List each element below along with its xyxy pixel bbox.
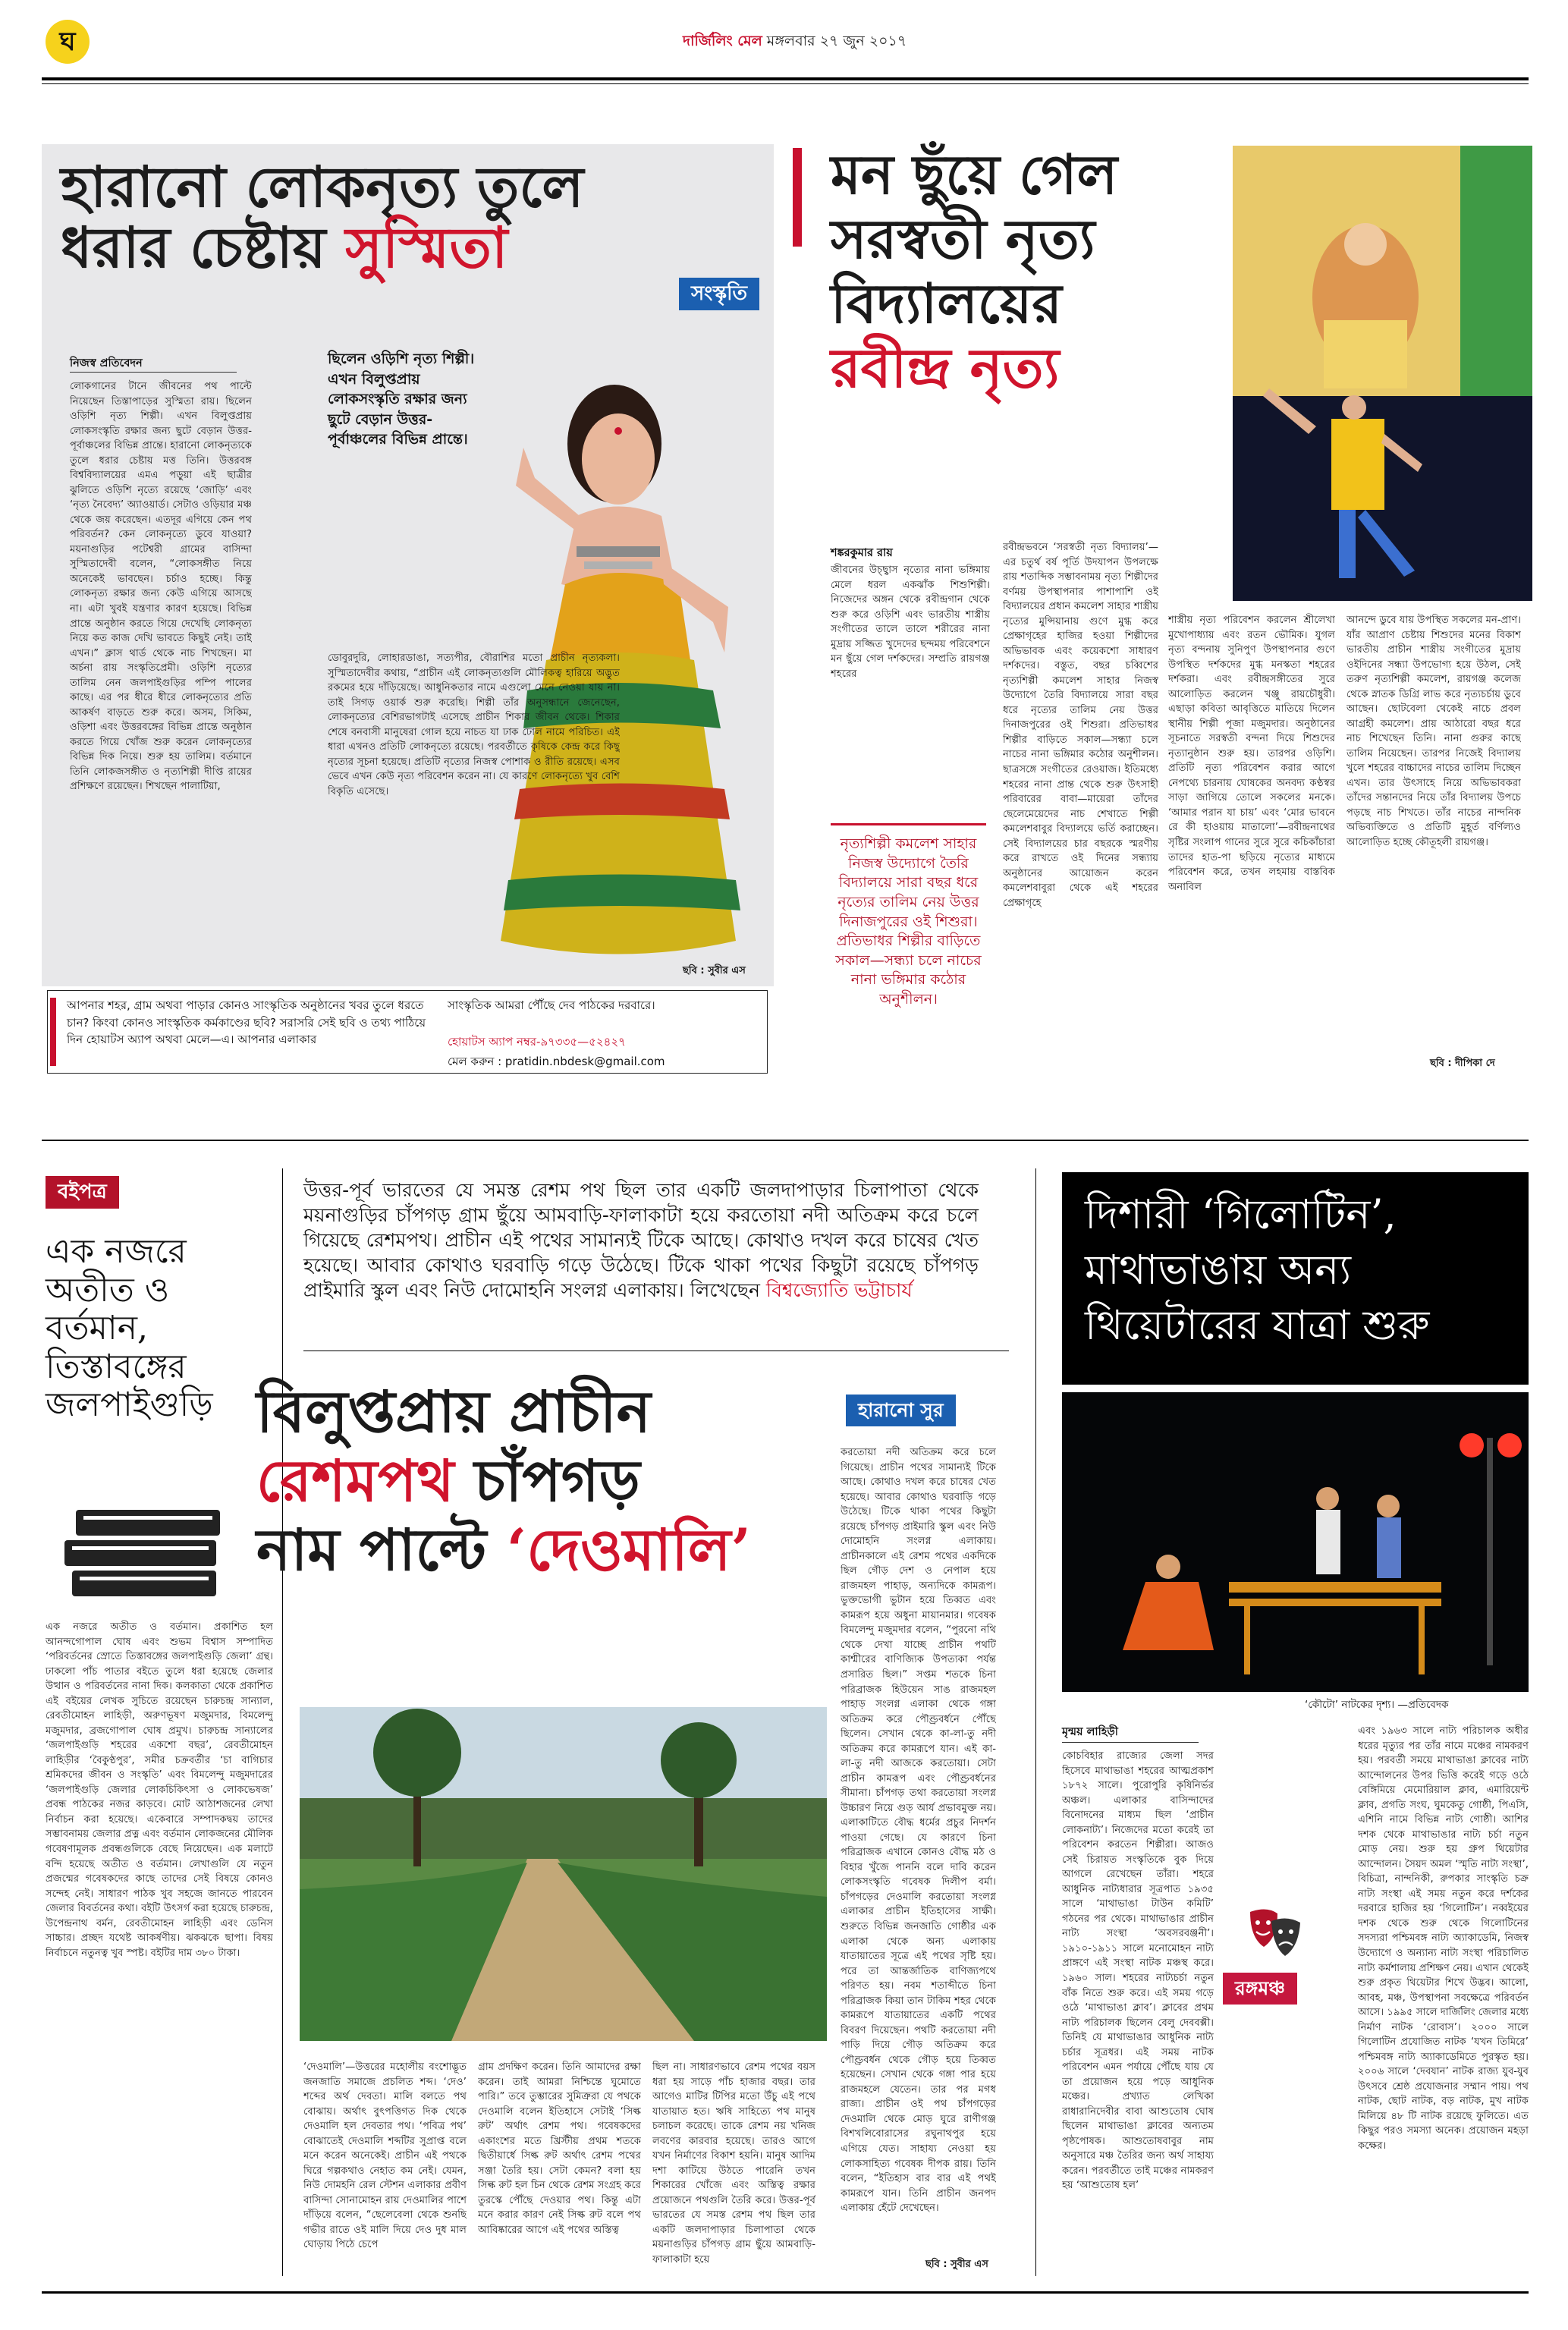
story1-byline: নিজস্ব প্রতিবেদন	[70, 357, 143, 369]
story2-headline-line3: বিদ্যালয়ের	[831, 270, 1062, 335]
story4-column-right: করতোয়া নদী অতিক্রম করে চলে গিয়েছে। প্রাচীন পথের সামান্যই টিকে আছে। কোথাও দখল করে চাষের খেত হয়েছে। আবার কোথাও ঘরবাড়ি গড়ে উঠেছে। টিকে থাকা পথের কিছুটা রয়েছে চাঁপগড় প্রাইমারি স্কুল এবং নিউ দোমোহনি সংলগ্ন এলাকায়। প্রাচীনকালে এই রেশম পথের একদিকে ছিল গৌড় দেশ ও নেপাল হয়ে রাজমহল পাহাড়, অন্যদিকে কামরূপ। ভুক্তভোগী ভুটান হয়ে তিব্বত এবং কামরূপ হয়ে অধুনা মায়ানমার। গবেষক বিমলেন্দু মজুমদার বলেন, “পুরনো নথি থেকে দেখা যাচ্ছে প্রাচীন পথটি কাশ্মীরের বাণিজ্যিক উপত্যকা পর্যন্ত প্রসারিত ছিল।” সপ্তম শতকে চিনা পরিব্রাজক হিউয়েন সাঙ রাজমহল পাহাড় সংলগ্ন এলাকা থেকে গঙ্গা অতিক্রম করে পৌণ্ড্রবর্ধনে পৌঁছে ছিলেন। সেখান থেকে কা-লা-তু নদী অতিক্রম করে কামরূপে যান। এই কা-লা-তু নদী আজকে করতোয়া। সেটা প্রাচীন কামরূপ এবং পৌণ্ড্রবর্ধনের সীমানা। চাঁপগড় তথা করতোয়া সংলগ্ন উচ্চারণ নিয়ে গুড় আর্য প্রভাবমুক্ত নয়। এলাকাটিতে বৌদ্ধ ধর্মের প্রচুর নিদর্শন পাওয়া গেছে। যে কারণে চিনা পরিব্রাজক এখানে কোনও বৌদ্ধ মঠ ও বিহার খুঁজে পাননি বলে দাবি করেন লোকসংস্কৃতি গবেষক দিলীপ বর্মা। চাঁপগড়ের দেওমালি করতোয়া সংলগ্ন এলাকার প্রাচীন ইতিহাসের সাক্ষী। শুরুতে বিভিন্ন জনজাতি গোষ্ঠীর এক এলাকা থেকে অন্য এলাকায় যাতায়াতের সূত্রে এই পথের সৃষ্টি হয়। পরে তা আন্তর্জাতিক বাণিজ্যপথে পরিণত হয়। নবম শতাব্দীতে চিনা পরিব্রাজক কিয়া তান টাকিম শহর থেকে কামরূপে যাতায়াতের একটি পথের বিবরণ দিয়েছেন। পথটি করতোয়া নদী পাড়ি দিয়ে গৌড় অতিক্রম করে পৌণ্ড্রবর্ধন থেকে গৌড় হয়ে তিব্বত হয়েছেন। সেখান থেকে গঙ্গা পার হয়ে রাজমহলে যেতেন। তার পর মগধ রাজ্য। প্রাচীন ওই পথ চাঁপগড়ের দেওমালি থেকে মোড় ঘুরে রাণীগঞ্জ বিশখলিবোরাসের রঘুনাথপুর হয়ে এগিয়ে যেত। সাহায্য নেওয়া হয় লোকসাহিত্য গবেষক দীপক রায়। তিনি বলেন, “ইতিহাস বার বার এই পথই কামরূপে যান। তিনি প্রাচীন জনপদ এলাকায় হেঁটে দেখেছেন।	[841, 1447, 996, 2215]
story4-intro: উত্তর-পূর্ব ভারতের যে সমস্ত রেশম পথ ছিল তার একটি জলদাপাড়ার চিলাপাতা থেকে ময়নাগুড়ির চাঁপগড় গ্রাম ছুঁয়ে আমবাড়ি-ফালাকাটা হয়ে করতোয়া নদী অতিক্রম করে চলে গিয়েছে রেশমপথ। প্রাচীন এই পথের সামান্যই টিকে আছে। কোথাও দখল করে চাষের খেত হয়েছে। আবার কোথাও ঘরবাড়ি গড়ে উঠেছে। টিকে থাকা পথের কিছুটা রয়েছে চাঁপগড় প্রাইমারি স্কুল এবং নিউ দোমোহনি সংলগ্ন এলাকায়। লিখেছেন বিশ্বজ্যোতি ভট্টাচার্য	[303, 1179, 979, 1301]
notice-text: আপনার শহর, গ্রাম অথবা পাড়ার কোনও সাংস্কৃতিক অনুষ্ঠানের খবর তুলে ধরতে চান? কিংবা কোনও সাংস্কৃতিক কর্মকাণ্ডের ছবি? সরাসরি সেই ছবি ও তথ্য পাঠিয়ে দিন হোয়াটস অ্যাপ অথবা মেলে—এ। আপনার এলাকার	[67, 998, 426, 1046]
story5-column-2: এবং ১৯৬৩ সালে নাট্য পরিচালক অধীর ধরের মৃত্যুর পর তাঁর নামে মঞ্চের নামকরণ হয়। পরবর্তী সময়ে মাথাভাঙা ক্লাবের নাট্য আন্দোলনের উপর ভিত্তি করেই গড়ে ওঠে বেঙ্গিমিয়ে মেমোরিয়াল ক্লাব, এমারিয়েন্ট ক্লাব, প্রগতি সংঘ, ঘুমকেতু গোষ্ঠী, পিএসি, এশিনি নামে বিভিন্ন নাট্য গোষ্ঠী। আশির দশক থেকে মাথাভাঙার নাট্য চর্চা নতুন মোড় নেয়। শুরু হয় গ্রুপ থিয়েটার আন্দোলন। সৈয়দ অমল ‘স্মৃতি নাট্য সংস্থা’, বিচিত্রা, নান্দনিকী, রুপকার সাংস্কৃতি চক্র নাট্য সংস্থা এই সময় নতুন করে দর্শকের দরবারে হাজির হয় ‘গিলোটিন’। নব্বইয়ের দশক থেকে শুরু থেকে গিলোটিনের সদস্যরা পশ্চিমবঙ্গ নাট্য অ্যাকাডেমি, নিজস্ব উদ্যোগে ও অন্যান্য নাট্য সংস্থা পরিচালিত নাট্য কর্মশালায় প্রশিক্ষণ নেয়। এখান থেকেই শুরু প্রকৃত থিয়েটার শিখে উদ্ভব। আলো, আবহ, মঞ্চ, উপস্থাপনা সবক্ষেত্রে পরিবর্তন আসে। ১৯৯৫ সালে দার্জিলিং জেলার মধ্যে নির্মাণ নাটক ‘রোবাস’। ২০০০ সালে গিলোটিন প্রযোজিত নাটক ‘যখন তিমিরে’ পশ্চিমবঙ্গ নাট্য অ্যাকাডেমিতে পুরস্কৃত হয়। ২০০৬ সালে ‘দেবযান’ নাটক রাজ্য যুব-যুব উৎসবে শ্রেষ্ঠ প্রযোজনার সম্মান পায়। পথ নাটক, ছোট নাটক, বড় নাটক, মুখ নাটক মিলিয়ে ৪৮ টি নাটক রয়েছে ফুলিতে। এত কিছুর পরও সমস্যা অনেক। প্রয়োজন মহড়া কক্ষের।	[1358, 1725, 1529, 2152]
story3-headline: এক নজরে অতীত ও বর্তমান, তিস্তাবঙ্গের জলপাইগুড়ি	[46, 1232, 213, 1425]
story2-tag: সংস্কৃতি	[679, 278, 759, 310]
story5-headline-line1: দিশারী ‘গিলোটিন’,	[1085, 1190, 1397, 1238]
story1-byline-rule	[70, 372, 237, 373]
story5-photo-caption: ‘কৌটো’ নাটকের দৃশ্য। —প্রতিবেদক	[1305, 1699, 1449, 1711]
story2-pullquote: নৃত্যশিল্পী কমলেশ সাহার নিজস্ব উদ্যোগে তৈরি বিদ্যালয়ে সারা বছর ধরে নৃত্যের তালিম নেয় উত্তর দিনাজপুরের ওই শিশুরা। প্রতিভাধর শিল্পীর বাড়িতে সকাল—সন্ধ্যা চলে নাচের নানা ভঙ্গিমার কঠোর অনুশীলন।	[835, 835, 982, 1008]
footer-rule	[42, 2291, 1529, 2294]
story1-headline-line2: ধরার চেষ্টায় সুস্মিতা	[61, 215, 508, 281]
theatre-illustration	[1062, 1392, 1529, 1692]
story5-byline: মৃন্ময় লাহিড়ী	[1062, 1726, 1118, 1738]
header-rule	[42, 77, 1529, 80]
story2-headline-line2: সরস্বতী নৃত্য	[831, 206, 1095, 271]
story2-photo-credit: ছবি : দীপিকা দে	[1430, 1058, 1495, 1069]
story4-author: বিশ্বজ্যোতি ভট্টাচার্য	[765, 1279, 913, 1301]
story4-tag: হারানো সুর	[846, 1395, 956, 1426]
story4-headline-line2: রেশমপথ চাঁপগড়	[256, 1447, 640, 1515]
notice-email: মেল করুন : pratidin.nbdesk@gmail.com	[448, 1055, 665, 1068]
story4-column-b3: ছিল না। সাধারণভাবে রেশম পথের বয়স ধরা হয় সাড়ে পাঁচ হাজার বছর। তার আগেও মাটির টিপির মতো উঁচু এই পথে যাতায়াত হত। ঋষি সাহিত্যে পথ মানুষ চলাচল করেছে। তাকে রেশম নয় খনিজ লবণের কারবার হয়েছে। তারও আগে যখন নির্মাণের বিকাশ হয়নি। মানুষ আদিম দশা কাটিয়ে উঠতে পারেনি তখন শিকারের খোঁজে এবং অস্তিত্ব রক্ষার প্রয়োজনে পথগুলি তৈরি করে। উত্তর-পূর্ব ভারতের যে সমস্ত রেশম পথ ছিল তার একটি জলদাপাড়ার চিলাপাতা থেকে ময়নাগুড়ির চাঁপগড় গ্রাম ছুঁয়ে আমবাড়ি-ফালাকাটা হয়ে	[652, 2061, 815, 2266]
stage-illustration	[1233, 146, 1532, 601]
story1-column-2: ডোবুরদুরি, লোহারডাঙা, সত্যপীর, বৌরাশির মতো প্রাচীন নৃত্যকলা। সুস্মিতাদেবীর কথায়, “প্রাচীন এই লোকনৃত্যগুলি মৌলিকত্ব হারিয়ে অদ্ভুত রকমের হয়ে দাঁড়িয়েছে। আধুনিকতার নামে এগুলো মেনে নেওয়া যায় না। তাই সিগড় ওয়ার্ক শুরু করেছি। শিল্পী তাঁর অনুসন্ধানে জেনেছেন, লোকনৃত্যের বেশিরভাগটাই এসেছে প্রাচীন শিকার জীবন থেকে। শিকার শেষে বনবাসী মানুষেরা গোল হয়ে নাচত যা ঢাক ঢোল নামে পরিচিত। এই ধারা এখনও প্রতিটি লোকনৃত্যে রয়েছে। পরবর্তীতে কৃষিকে কেন্দ্র করে কিছু নৃত্যের সূচনা হয়েছে। প্রতিটি নৃত্যের নিজস্ব পোশাক ও রীতি রয়েছে। এসব ভেবে এখন কেউ নৃত্য পরিবেশন করেন না। যে কারণে লোকনৃত্যে খুব বেশি বিকৃতি এসেছে।	[328, 652, 620, 797]
story1-headline	[61, 155, 766, 281]
story4-path-photo	[300, 1707, 827, 2041]
story5-headline-line3: থিয়েটারের যাত্রা শুরু	[1085, 1300, 1430, 1349]
story3-tag: বইপত্র	[46, 1176, 119, 1209]
header-rule-thin	[42, 83, 1529, 84]
story5-tag: রঙ্গমঞ্চ	[1223, 1973, 1297, 2005]
story5-headline	[1085, 1187, 1517, 1354]
story3-divider	[282, 1168, 283, 2276]
story2-headline-accent	[793, 148, 802, 247]
books-icon	[57, 1479, 231, 1616]
middle-rule	[42, 1140, 1529, 1141]
story2-pullquote-rule-top	[831, 823, 986, 825]
story2-stage-photo	[1233, 146, 1532, 601]
issue-date: মঙ্গলবার ২৭ জুন ২০১৭	[766, 33, 907, 49]
masthead	[683, 30, 907, 55]
story5-headline-line2: মাথাভাঙায় অন্য	[1085, 1245, 1352, 1294]
story1-photo-credit: ছবি : সুবীর এস	[683, 965, 746, 976]
story1-column-1: লোকগানের টানে জীবনের পথ পাল্টে নিয়েছেন তিস্তাপাড়ের সুস্মিতা রায়। ছিলেন ওড়িশি নৃত্য শিল্পী। এখন বিলুপ্তপ্রায় লোকসংস্কৃতি রক্ষার জন্য ছুটে বেড়ান উত্তর-পূর্বাঞ্চলের বিভিন্ন প্রান্তে। হারানো লোকনৃত্যকে তুলে ধরার চেষ্টায় মত্ত তিনি। উত্তরবঙ্গ বিশ্ববিদ্যালয়ের এমএ পড়ুয়া এই ছাত্রীর ঝুলিতে ওড়িশি নৃত্যে রয়েছে ‘জোড়ি’ এবং ‘নৃত্য নৈবেদ্য’ অ্যাওয়ার্ড। সেটাও ওড়িয়ার মঞ্চ থেকে জয় করেছেন। এতদূর এগিয়ে কেন পথ পরিবর্তন? কেন লোকনৃত্যে ডুবে যাওয়া? ময়নাগুড়ির পটেশ্বরী গ্রামের বাসিন্দা সুস্মিতাদেবী বলেন, “লোকসঙ্গীত নিয়ে অনেকেই ভাবছেন। চর্চাও হচ্ছে। কিন্তু লোকনৃত্য রক্ষার জন্য কেউ এগিয়ে আসছে না। এটা খুবই যন্ত্রণার কারণ হয়েছে। বিভিন্ন প্রান্তে অনুষ্ঠান করতে গিয়ে দেখেছি লোকনৃত্য নিয়ে কত কাজ দেখি ভাবতে কিছুই নেই। তাই এখন।” ক্লাস থার্ড থেকে নাচ শিখছেন। মা অর্চনা রায় সংস্কৃতিপ্রেমী। ওড়িশি নৃত্যের তালিম নেন জলপাইগুড়ির পম্পি পালের কাছে। এর পর ধীরে ধীরে লোকনৃত্যের প্রতি আকর্ষণ বাড়তে শুরু করে। অসম, সিকিম, ওড়িশা এবং উত্তরবঙ্গের বিভিন্ন প্রান্তে অনুষ্ঠান করতে গিয়ে খোঁজ শুরু করেন লোকনৃত্যের বিভিন্ন দিক নিয়ে। শুরু হয় তালিম। বর্তমানে তিনি লোকজসঙ্গীত ও নৃত্যশিল্পী দীপ্তি রায়ের প্রশিক্ষণে রয়েছেন। শিখছেন পালাটিয়া,	[70, 381, 252, 793]
story4-headline-line3: নাম পাল্টে ‘দেওমালি’	[256, 1516, 751, 1584]
story2-column-4: আনন্দে ডুবে যায় উপস্থিত সকলের মন-প্রাণ। যাঁর আপ্রাণ চেষ্টায় শিশুদের মনের বিকাশ ভারতীয় প্রাচীন শাস্ত্রীয় সংগীতের মুদ্রায় ওইদিনের সন্ধ্যা উপভোগ্য হয়ে উঠল, সেই তরুণ নৃত্যশিল্পী কমলেশ, রায়গঞ্জ কলেজ থেকে স্নাতক ডিগ্রি লাভ করে নৃত্যচর্চায় ডুবে আছেন। ছোটবেলা থেকেই নাচে প্রবল আগ্রহী কমলেশ। প্রায় আঠারো বছর ধরে নাচ শিখেছেন তিনি। নানা গুরুর কাছে তালিম নিয়েছেন। তারপর নিজেই বিদ্যালয় খুলে শহরের বাচ্চাদের নাচের তালিম দিচ্ছেন এখন। তার উৎসাহে নিয়ে অভিভাবকরা তাঁদের সন্তানদের নিয়ে তাঁর বিদ্যালয় উপচে পড়ছে নাচ শিখতে। তাঁর নাচের নান্দনিক অভিব্যক্তিতে ও প্রতিটি মুহূর্ত বর্ণিল্যও আলোড়িত হচ্ছে কৌতূহলী রায়গঞ্জ।	[1346, 615, 1521, 848]
story3-text: এক নজরে অতীত ও বর্তমান। প্রকাশিত হল আনন্দগোপাল ঘোষ এবং শুভম বিশ্বাস সম্পাদিত ‘পরিবর্তনের স্রোতে তিস্তাবঙ্গের জলপাইগুড়ি জেলা’ গ্রন্থ। ঢাকলো পাঁচ পাতার বইতে তুলে ধরা হয়েছে জেলার উত্থান ও পরিবর্তনের নানা দিক। কলকাতা থেকে প্রকাশিত এই বইয়ের লেখক সুচিতে রয়েছেন চারুচন্দ্র সান্যাল, রেবতীমোহন লাহিড়ী, অরুণভূষণ মজুমদার, বিমলেন্দু মজুমদার, ব্রজগোপাল ঘোষ প্রমুখ। চারুচন্দ্র সান্যালের ‘জলপাইগুড়ি শহরের একশো বছর’, রেবতীমোহন লাহিড়ীর ‘বৈকুণ্ঠপুর’, সমীর চক্রবর্তীর ‘চা বাগিচার শ্রমিকদের জীবন ও সংস্কৃতি’ এবং বিমলেন্দু মজুমদারের ‘জলপাইগুড়ি জেলার লোকচিকিৎসা ও লোকভেষজ’ প্রবন্ধ পাঠকের নজর কাড়বে। মোট আঠাশজনের লেখা নির্বাচন করা হয়েছে। একেবারে সম্পাদকদ্বয় তাদের সম্ভাবনাময় জেলার প্রত্ন এবং বর্তমান লোকজনের মৌলিক গবেষণামূলক প্রবন্ধগুলিকে বেছে নিয়েছেন। এক মলাটে বন্দি হয়েছে অতীত ও বর্তমান। লেখাগুলি যে নতুন প্রজন্মের গবেষকদের কাছে তাদের সেই বিষয়ে কোনও সন্দেহ নেই। সাধারণ পাঠক খুব সহজে জানতে পারবেন জেলার বিবর্তনের কথা। বইটি উৎসর্গ করা হয়েছে চারুচন্দ্র, উপেন্দ্রনাথ বর্মন, রেবতীমোহন লাহিড়ী এবং ডেনিস সাচ্চার। প্রচ্ছদ যথেষ্ট আকর্ষণীয়। ঝকঝকে ছাপা। বিষয় নির্বাচনে নতুনত্ব খুব স্পষ্ট। বইটির দাম ৩৮০ টাকা।	[46, 1621, 273, 1959]
notice-accent	[50, 998, 56, 1066]
story2-column-3: শাস্ত্রীয় নৃত্য পরিবেশন করলেন শ্রীলেখা মুখোপাধ্যায় এবং রতন ভৌমিক। যুগল নৃত্য বন্দনায় সুনিপুণ উপস্থাপনার গুণে উপস্থিত দর্শকদের মুগ্ধ মনস্কতা শহরের দর্শকরা। এবং রবীন্দ্রসঙ্গীতের সুরে আলোড়িত করলেন খঞ্জু রায়চৌধুরী। এছাড়া কবিতা আবৃত্তিতে মাতিয়ে দিলেন স্থানীয় শিল্পী পূজা মজুমদার। অনুষ্ঠানের সূচনাতে সরস্বতী বন্দনা দিয়ে শিশুদের নৃত্যানুষ্ঠান শুরু হয়। তারপর ওড়িশি। প্রতিটি নৃত্য পরিবেশন করার আগে নেপথ্যে চারনায় ঘোষকের অনবদ্য কণ্ঠস্বর সাড়া জাগিয়ে তোলে সকলের মনকে। ‘আমার পরান যা চায়’ এবং ‘মোর ভাবনে রে কী হাওয়ায় মাতালো’—রবীন্দ্রনাথের সৃষ্টির সংলাপ গানের সুরে সুরে কচিকাঁচারা তাদের হাত-পা ছড়িয়ে নৃত্যের মাধ্যমে পরিবেশন করে, তখন লহমায় বাস্তবিক অনাবিল	[1168, 615, 1335, 893]
story4-photo-credit: ছবি : সুবীর এস	[925, 2259, 988, 2270]
story4-headline	[256, 1377, 833, 1585]
story2-column-1: জীবনের উচ্ছ্বাস নৃত্যের নানা ভঙ্গিমায় মেলে ধরল একঝাঁক শিশুশিল্পী। নিজেদের অঙ্গন থেকে রবীন্দ্রগান থেকে শুরু করে ওড়িশি এবং ভারতীয় শাস্ত্রীয় সংগীতের তালে তালে শরীরের নানা মুদ্রায় সজ্জিত খুদেদের ছন্দময় পরিবেশনে মন ছুঁয়ে গেল দর্শকদের। সম্প্রতি রায়গঞ্জ শহরের	[831, 564, 990, 680]
story4-column-b1: ‘দেওমালি’—উত্তরের মহোলীয় বংশোদ্ভূত জনজাতি সমাজে প্রচলিত শব্দ। ‘দেও’ শব্দের অর্থ দেবতা। মালি বলতে পথ বোঝায়। অর্থাৎ বুৎপত্তিগত দিক থেকে দেওমালি হল দেবতার পথ। ‘পবিত্র পথ’ বোঝাতেই দেওমালি শব্দটির সুপ্রাপ্ত বলে মনে করেন অনেকেই। প্রাচীন এই পথকে ঘিরে গল্পকথাও নেহাত কম নেই। যেমন, নিউ দোমহনি রেল স্টেশন এলাকার প্রবীণ বাসিন্দা সোনামোহন রায় দেওমালির পাশে দাঁড়িয়ে বলেন, “ছেলেবেলা থেকে শুনছি গভীর রাতে ওই মালি দিয়ে দেও দুধ মাল ঘোড়ায় পিঠে চেপে	[303, 2061, 467, 2251]
story4-headline-line1: বিলুপ্তপ্রায় প্রাচীন	[256, 1378, 652, 1445]
page-letter: ঘ	[46, 20, 90, 64]
notice-text-2: সাংস্কৃতিক আমরা পৌঁছে দেব পাঠকের দরবারে।	[448, 998, 655, 1012]
path-illustration	[300, 1707, 827, 2041]
story5-stage-photo	[1062, 1392, 1529, 1692]
story2-headline-line1: মন ছুঁয়ে গেল	[831, 142, 1118, 206]
story4-divider	[1035, 1168, 1036, 2276]
story2-column-2: রবীন্দ্রভবনে ‘সরস্বতী নৃত্য বিদ্যালয়’—এর চতুর্থ বর্ষ পূর্তি উদযাপন উপলক্ষে রায় শতাব্দিক সম্ভাবনাময় নৃত্য শিল্পীদের বর্ণময় উপস্থাপনার পাশাপাশি ওই বিদ্যালয়ের প্রধান কমলেশ সাহার শাস্ত্রীয় নৃত্যের মুন্সিয়ানায় গুণে মুগ্ধ করে প্রেক্ষাগৃহের হাজির হওয়া শিল্পীদের অভিভাবক এবং কয়েকশো সাধারণ দর্শকদের। বস্তুত, বছর চব্বিশের নৃত্যশিল্পী কমলেশ সাহার নিজস্ব উদ্যোগে তৈরি বিদ্যালয়ে সারা বছর ধরে নৃত্যের তালিম নেয় উত্তর দিনাজপুরের ওই শিশুরা। প্রতিভাধর শিল্পীর বাড়িতে সকাল—সন্ধ্যা চলে নাচের নানা ভঙ্গিমার কঠোর অনুশীলন। ছাত্রসঙ্গে সংগীতের রেওয়াজ। ইতিমধ্যে শহরের নানা প্রান্ত থেকে শুরু উৎসাহী পরিবারের বাবা—মায়েরা তাঁদের ছেলেমেয়েদের নাচ শেখাতে শিল্পী কমলেশবাবুর বিদ্যালয়ে ভর্তি করাচ্ছেন। সেই বিদ্যালয়ের চার বছরকে স্মরণীয় করে রাখতে ওই দিনের সন্ধ্যায় অনুষ্ঠানের আয়োজন করেন কমলেশবাবুরা থেকে এই শহরের প্রেক্ষাগৃহে	[1003, 542, 1158, 909]
story5-byline-rule	[1062, 1742, 1199, 1743]
story2-byline: শঙ্করকুমার রায়	[831, 547, 893, 559]
story1-headline-line1: হারানো লোকনৃত্য তুলে	[61, 155, 584, 220]
story2-headline	[831, 143, 1255, 401]
story5-column-1: কোচবিহার রাজ্যের জেলা সদর হিসেবে মাথাভাঙা শহরের আত্মপ্রকাশ ১৮৭২ সালে। পুরোপুরি কৃষিনির্ভর অঞ্চল। এলাকার বাসিন্দাদের বিনোদনের মাধ্যম ছিল ‘প্রাচীন লোকনাট্য’। নিজেদের মতো করেই তা পরিবেশন করতেন শিল্পীরা। আজও সেই চিরায়ত সংস্কৃতিকে বুক দিয়ে আগলে রেখেছেন তাঁরা। শহরে আধুনিক নাট্যধারার সূত্রপাত ১৯৩৫ সালে ‘মাথাভাঙা টাউন কমিটি’ গঠনের পর থেকে। মাথাভাঙার প্রাচীন নাট্য সংস্থা ‘অবসরবঞ্জনী’। ১৯১০-১৯১১ সালে মনোমোহন নাট্য প্রাঙ্গণে এই সংস্থা নাটক মঞ্চস্থ করে। ১৯৬০ সাল। শহরের নাট্যচর্চা নতুন বাঁক নিতে শুরু করে। এই সময় গড়ে ওঠে ‘মাথাভাঙা ক্লাব’। ক্লাবের প্রথম নাট্য পরিচালক ছিলেন বেলু দেববক্সী। তিনিই যে মাথাভাঙার আধুনিক নাট্য চর্চার সূত্রধর। এই সময় নাটক পরিবেশন এমন পর্যায়ে পৌঁছে যায় যে তা প্রয়োজন হয়ে পড়ে আধুনিক মঞ্চের। প্রখ্যাত লেখিকা রাধারানিদেবীর বাবা আশুতোষ ঘোষ ছিলেন মাথাভাঙা ক্লাবের অন্যতম পৃষ্ঠপোষক। আশুতোষবাবুর নাম অনুসারে মঞ্চ তৈরির জন্য অর্থ সাহায্য করেন। পরবর্তীতে তাই মঞ্চের নামকরণ হয় ‘আশুতোষ হল’	[1062, 1750, 1214, 2192]
story2-headline-line4: রবীন্দ্র নৃত্য	[831, 335, 1060, 400]
notice-whatsapp: হোয়াটস অ্যাপ নম্বর-৯৭৩৩৫—৫২৪২৭	[448, 1035, 626, 1049]
story4-column-b2: গ্রাম প্রদক্ষিণ করেন। তিনি আমাদের রক্ষা করেন। তাই আমরা নিশ্চিন্তে ঘুমোতে পারি।” তবে তুম্ভারের সুমিত্রুরা যে পথকে দেওমালি বলেন ইতিহাসে সেটাই ‘সিল্ক রুট’ অর্থাৎ রেশম পথ। গবেষকদের একাংশের মতে খ্রিস্টীয় প্রথম শতকে দ্বিতীয়ার্ধে সিল্ক রুট অর্থাৎ রেশম পথের সঞ্জা তৈরি হয়। সেটা কেমন? বলা হয় সিল্ক রুট হল চিন থেকে রেশম সংগ্রহ করে তুরস্কে পৌঁছে দেওয়ার পথ। কিন্তু এটা মনে করার কারণ নেই সিল্ক রুট বলে পথ আবিষ্কারের আগে এই পথের অস্তিত্ব	[478, 2061, 641, 2236]
paper-name: দার্জিলিং মেল	[683, 33, 762, 49]
theatre-masks-icon	[1244, 1904, 1305, 1965]
story1-highlight: ছিলেন ওড়িশি নৃত্য শিল্পী। এখন বিলুপ্তপ্রায় লোকসংস্কৃতি রক্ষার জন্য ছুটে বেড়ান উত্তর-পূর্বাঞ্চলের বিভিন্ন প্রান্তে।	[328, 351, 475, 448]
